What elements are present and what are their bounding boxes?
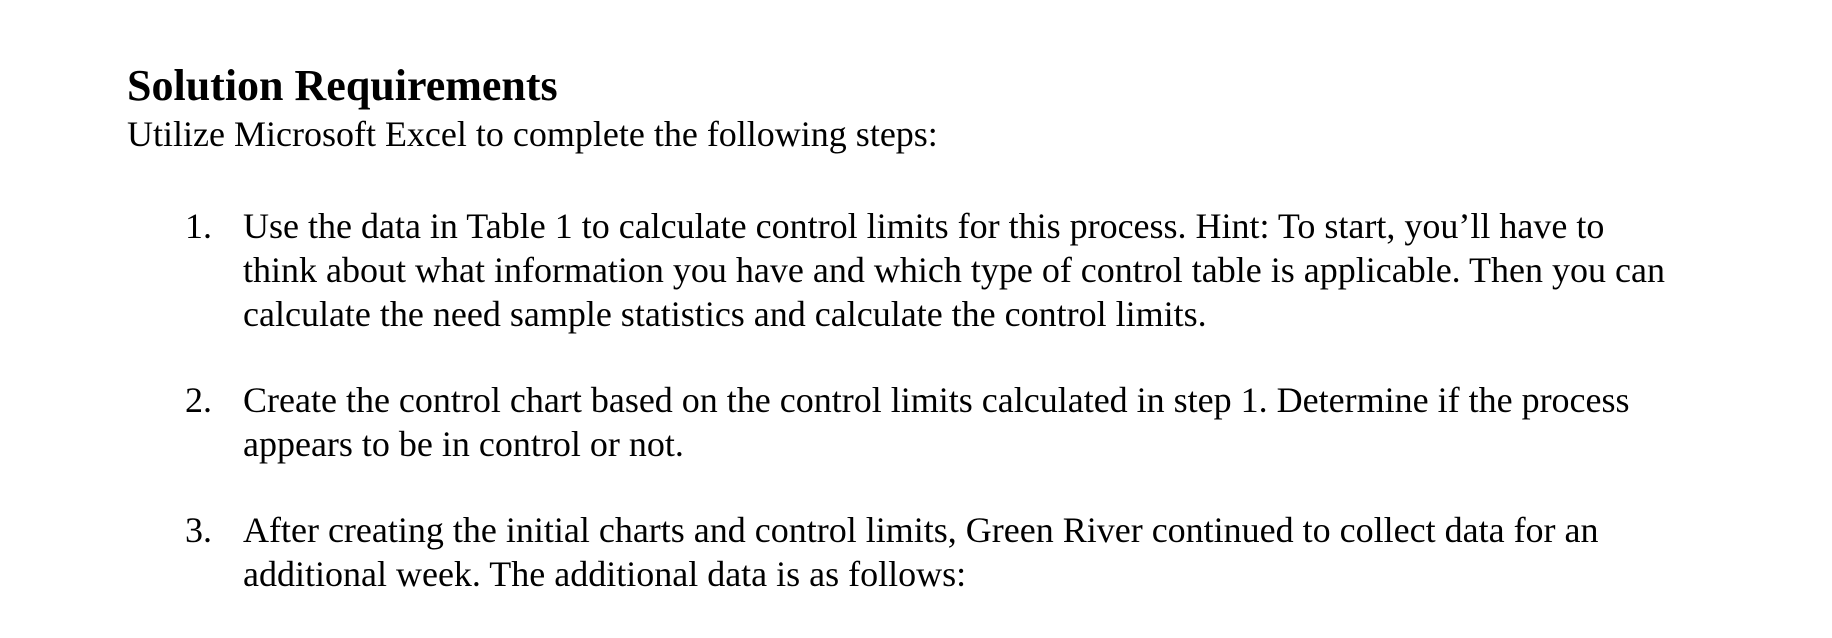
step-text: Create the control chart based on the control limits calculated in step 1. Determine if the process appears to be in control or not. bbox=[243, 380, 1630, 464]
document-page bbox=[127, 60, 1687, 638]
step-text: Use the data in Table 1 to calculate control limits for this process. Hint: To start, you’ll have to think about what information you have and which type of control table is applicable. Then you can calculate the need sample statistics and calculate the control limits. bbox=[243, 206, 1665, 334]
steps-list bbox=[127, 204, 1687, 596]
list-item bbox=[127, 204, 1687, 336]
step-number: 3. bbox=[185, 510, 212, 550]
intro-text: Utilize Microsoft Excel to complete the following steps: bbox=[127, 114, 938, 154]
section-heading: Solution Requirements bbox=[127, 61, 558, 110]
step-text: After creating the initial charts and control limits, Green River continued to collect data for an additional week. The additional data is as follows: bbox=[243, 510, 1599, 594]
list-item bbox=[127, 508, 1687, 596]
step-number: 1. bbox=[185, 206, 212, 246]
step-number: 2. bbox=[185, 380, 212, 420]
list-item bbox=[127, 378, 1687, 466]
